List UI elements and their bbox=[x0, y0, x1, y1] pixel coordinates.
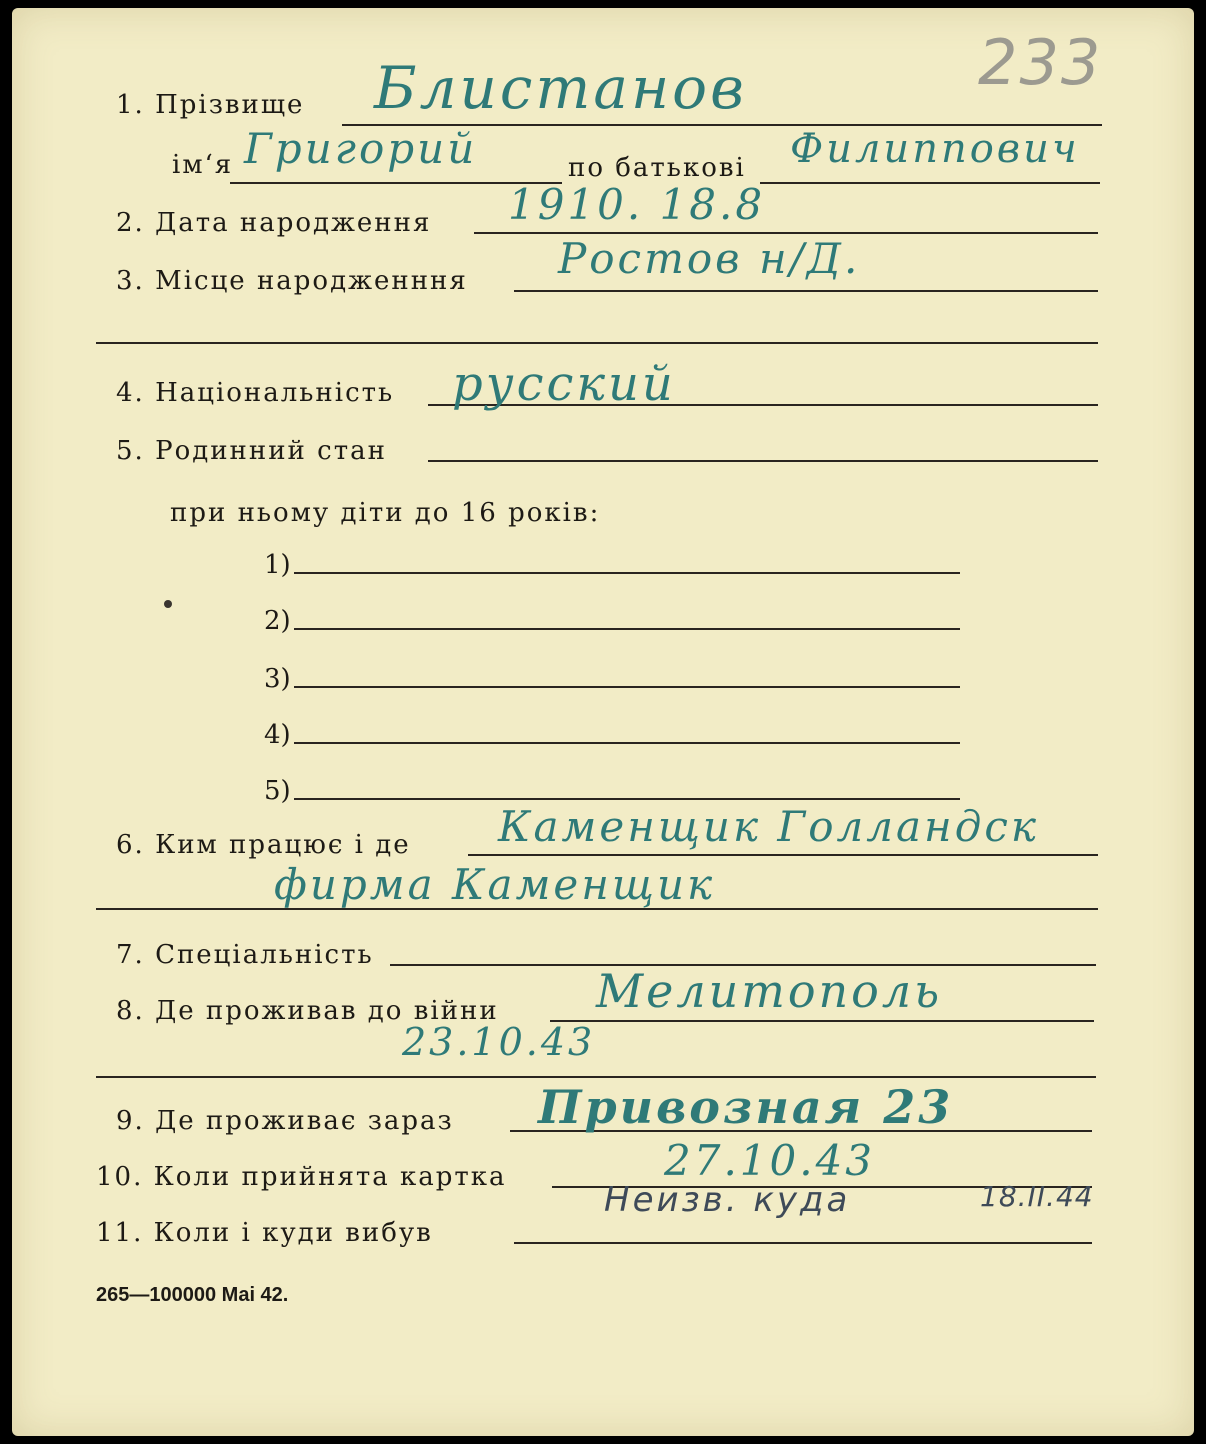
blank-line-1 bbox=[96, 342, 1098, 344]
surname-value: Блистанов bbox=[374, 54, 747, 122]
child-3-label: 3) bbox=[264, 664, 291, 694]
archive-number: 233 bbox=[978, 26, 1103, 99]
patronymic-line bbox=[760, 182, 1100, 184]
work-value-line1: Каменщик Голландск bbox=[498, 802, 1039, 851]
marital-status-label: 5. Родинний стан bbox=[116, 436, 387, 466]
patronymic-label: по батькові bbox=[568, 153, 746, 183]
prewar-residence-value: Мелитополь bbox=[596, 964, 943, 1018]
departure-label: 11. Коли і куди вибув bbox=[96, 1218, 433, 1248]
current-residence-label: 9. Де проживає зараз bbox=[116, 1106, 454, 1136]
patronymic-value: Филиппович bbox=[790, 126, 1080, 172]
child-1-label: 1) bbox=[264, 550, 291, 580]
surname-label: 1. Прізвище bbox=[116, 90, 305, 120]
child-5-line bbox=[294, 798, 960, 800]
work-line-1 bbox=[468, 854, 1098, 856]
child-4-label: 4) bbox=[264, 720, 291, 750]
print-code: 265—100000 Mai 42. bbox=[96, 1284, 289, 1306]
first-name-value: Григорий bbox=[244, 124, 478, 173]
nationality-value: русский bbox=[452, 356, 676, 412]
departure-value: Неизв. куда bbox=[604, 1180, 851, 1220]
birth-date-value: 1910. 18.8 bbox=[508, 180, 766, 229]
card-accepted-value: 27.10.43 bbox=[664, 1136, 876, 1185]
prewar-residence-label: 8. Де проживав до війни bbox=[116, 996, 499, 1026]
work-value-line2: фирма Каменщик bbox=[274, 860, 716, 909]
child-4-line bbox=[294, 742, 960, 744]
prewar-date-value: 23.10.43 bbox=[402, 1020, 596, 1064]
birth-place-value: Ростов н/Д. bbox=[558, 234, 861, 283]
work-label: 6. Ким працює і де bbox=[116, 830, 411, 860]
child-1-line bbox=[294, 572, 960, 574]
children-label: при ньому діти до 16 років: bbox=[170, 498, 601, 528]
ink-spot bbox=[164, 600, 172, 608]
blank-line-2 bbox=[96, 1076, 1096, 1078]
child-5-label: 5) bbox=[264, 776, 291, 806]
child-2-line bbox=[294, 628, 960, 630]
specialty-label: 7. Спеціальність bbox=[116, 940, 374, 970]
birth-date-label: 2. Дата народження bbox=[116, 208, 432, 238]
prewar-residence-line bbox=[550, 1020, 1094, 1022]
marital-status-line bbox=[428, 460, 1098, 462]
nationality-label: 4. Національність bbox=[116, 378, 395, 408]
birth-place-label: 3. Місце народженння bbox=[116, 266, 468, 296]
birth-place-line bbox=[514, 290, 1098, 292]
registration-card bbox=[12, 8, 1194, 1436]
current-residence-value: Привозная 23 bbox=[538, 1080, 954, 1134]
child-3-line bbox=[294, 686, 960, 688]
first-name-label: ім‘я bbox=[172, 150, 234, 180]
child-2-label: 2) bbox=[264, 606, 291, 636]
departure-line bbox=[514, 1242, 1092, 1244]
departure-date-value: 18.II.44 bbox=[980, 1180, 1094, 1213]
card-accepted-label: 10. Коли прийнята картка bbox=[96, 1162, 507, 1192]
